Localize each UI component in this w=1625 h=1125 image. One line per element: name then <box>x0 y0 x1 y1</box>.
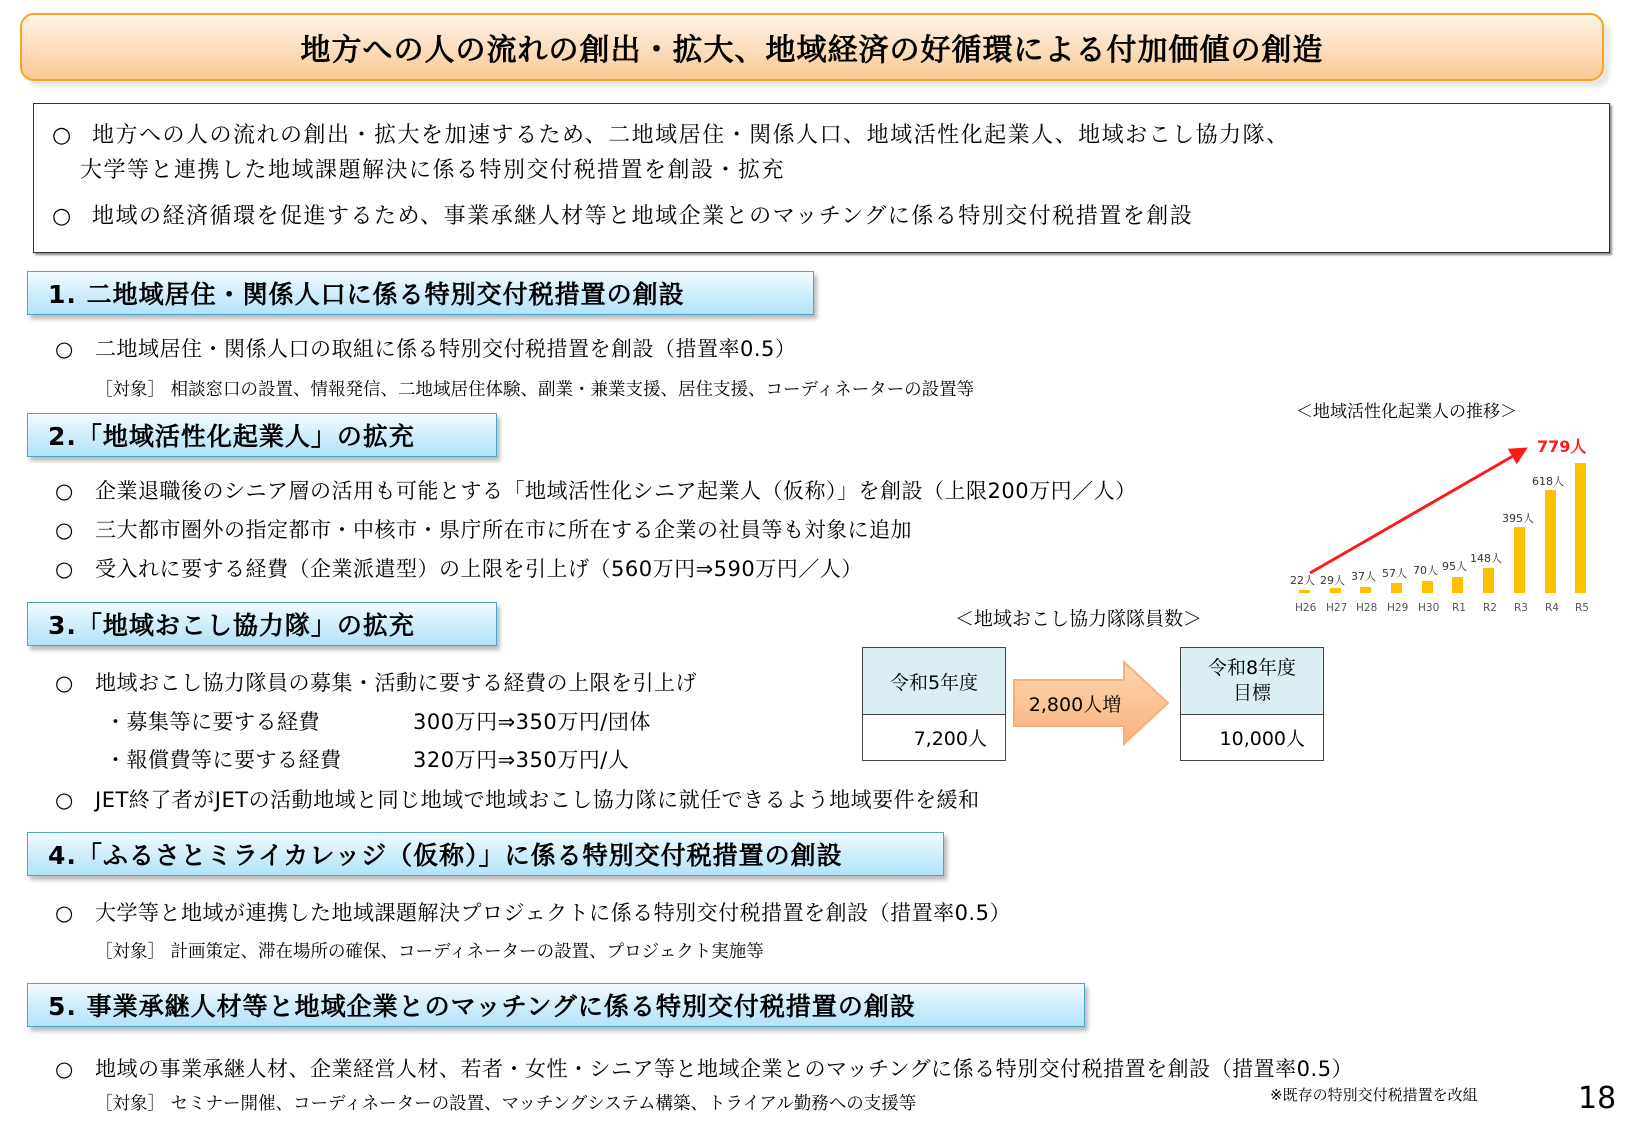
section-4-heading <box>27 832 944 876</box>
section-5-heading <box>27 983 1085 1027</box>
bar-R5 <box>1575 463 1586 593</box>
section-heading-text: 5. 事業承継人材等と地域企業とのマッチングに係る特別交付税措置の創設 <box>48 992 916 1021</box>
current-year-label: 令和5年度 <box>863 648 1005 715</box>
target-year-text: 令和8年度 <box>1207 657 1297 679</box>
increase-label: 2,800人増 <box>1028 694 1122 716</box>
bullet-icon: ○ <box>55 901 74 925</box>
bar-H27 <box>1330 588 1341 593</box>
section-4-item <box>55 897 1011 927</box>
bar-H30 <box>1422 581 1433 593</box>
section-3-subitem-2 <box>105 744 629 774</box>
bullet-icon: ○ <box>52 123 73 148</box>
subitem-value: 300万円⇒350万円/団体 <box>413 710 651 734</box>
section-2-item-1 <box>55 475 1137 505</box>
bar-label: 22人 <box>1290 574 1315 587</box>
item-text: JET終了者がJETの活動地域と同じ地域で地域おこし協力隊に就任できるよう地域要件を緩和 <box>95 788 980 812</box>
x-tick: H26 <box>1295 602 1317 614</box>
subitem-label: ・報償費等に要する経費 <box>105 748 342 772</box>
section-heading-text: 2.「地域活性化起業人」の拡充 <box>48 422 415 451</box>
footnote: ※既存の特別交付税措置を改組 <box>1270 1086 1478 1104</box>
bar-R4 <box>1545 490 1556 593</box>
target-count-value: 10,000人 <box>1219 727 1305 750</box>
section-1-item <box>55 333 796 363</box>
bar-label: 618人 <box>1532 475 1564 488</box>
chart-title: ＜地域活性化起業人の推移＞ <box>1296 402 1517 422</box>
section-5-item <box>55 1053 1353 1083</box>
x-tick: R3 <box>1514 602 1528 614</box>
item-text: 地域おこし協力隊員の募集・活動に要する経費の上限を引上げ <box>95 671 697 695</box>
bar-label-highlight: 779人 <box>1537 437 1587 456</box>
bullet-icon: ○ <box>55 337 74 361</box>
subitem-value: 320万円⇒350万円/人 <box>413 748 630 772</box>
summary-text: 地域の経済循環を促進するため、事業承継人材等と地域企業とのマッチングに係る特別交付税措置を創設 <box>92 204 1194 229</box>
section-4-target: ［対象］ 計画策定、滞在場所の確保、コーディネーターの設置、プロジェクト実施等 <box>95 942 764 962</box>
item-text: 企業退職後のシニア層の活用も可能とする「地域活性化シニア起業人（仮称）」を創設（上限200万円／人） <box>95 479 1137 503</box>
summary-line-1 <box>52 118 1290 149</box>
section-3-heading <box>27 602 497 646</box>
current-count-value: 7,200人 <box>913 727 987 750</box>
x-tick: H29 <box>1387 602 1409 614</box>
bullet-icon: ○ <box>55 671 74 695</box>
section-heading-text: 4.「ふるさとミライカレッジ（仮称）」に係る特別交付税措置の創設 <box>48 841 843 870</box>
section-3-subitem-1 <box>105 706 651 736</box>
target-count-box <box>1180 647 1324 761</box>
bar-R3 <box>1514 527 1525 593</box>
x-tick: R2 <box>1483 602 1497 614</box>
bullet-icon: ○ <box>55 1057 74 1081</box>
section-2-heading <box>27 413 497 457</box>
bar-label: 70人 <box>1413 564 1438 577</box>
current-count-box <box>862 647 1006 761</box>
bullet-icon: ○ <box>55 788 74 812</box>
page-title-banner <box>20 13 1604 81</box>
section-2-item-2 <box>55 514 912 544</box>
x-tick: R1 <box>1452 602 1466 614</box>
bullet-icon: ○ <box>55 557 74 581</box>
x-tick: R4 <box>1545 602 1559 614</box>
bar-label: 148人 <box>1470 552 1502 565</box>
summary-box <box>33 103 1610 253</box>
kyoryokutai-caption: ＜地域おこし協力隊隊員数＞ <box>955 608 1203 630</box>
bar-H29 <box>1391 583 1402 593</box>
increase-arrow-icon <box>1012 660 1170 746</box>
startup-chart <box>1285 430 1615 620</box>
target-year-label <box>1181 648 1323 715</box>
bar-label: 57人 <box>1382 567 1407 580</box>
x-tick: R5 <box>1575 602 1589 614</box>
bar-R1 <box>1452 577 1463 593</box>
bullet-icon: ○ <box>52 204 73 229</box>
bar-label: 37人 <box>1351 570 1376 583</box>
summary-text: 地方への人の流れの創出・拡大を加速するため、二地域居住・関係人口、地域活性化起業人、地域おこし協力隊、 <box>92 123 1290 148</box>
bar-label: 395人 <box>1502 512 1534 525</box>
bar-label: 29人 <box>1320 574 1345 587</box>
subitem-label: ・募集等に要する経費 <box>105 710 320 734</box>
x-tick: H27 <box>1326 602 1348 614</box>
section-1-heading <box>27 271 814 315</box>
item-text: 地域の事業承継人材、企業経営人材、若者・女性・シニア等と地域企業とのマッチングに係る特別交付税措置を創設（措置率0.5） <box>95 1057 1354 1081</box>
section-5-target: ［対象］ セミナー開催、コーディネーターの設置、マッチングシステム構築、トライアル勤務への支援等 <box>95 1094 917 1114</box>
bar-H28 <box>1360 587 1371 593</box>
bar-H26 <box>1299 590 1310 593</box>
item-text: 大学等と地域が連携した地域課題解決プロジェクトに係る特別交付税措置を創設（措置率0.5） <box>95 901 1011 925</box>
page-number: 18 <box>1578 1081 1617 1116</box>
summary-line-2: 大学等と連携した地域課題解決に係る特別交付税措置を創設・拡充 <box>80 158 786 183</box>
section-heading-text: 1. 二地域居住・関係人口に係る特別交付税措置の創設 <box>48 280 685 309</box>
item-text: 三大都市圏外の指定都市・中核市・県庁所在市に所在する企業の社員等も対象に追加 <box>95 518 912 542</box>
bar-R2 <box>1483 568 1494 593</box>
target-goal-text: 目標 <box>1232 682 1271 704</box>
bar-label: 95人 <box>1442 560 1467 573</box>
section-1-target: ［対象］ 相談窓口の設置、情報発信、二地域居住体験、副業・兼業支援、居住支援、コーディネーターの設置等 <box>95 380 975 400</box>
section-heading-text: 3.「地域おこし協力隊」の拡充 <box>48 611 415 640</box>
summary-line-3 <box>52 199 1193 230</box>
bullet-icon: ○ <box>55 479 74 503</box>
section-3-item-1 <box>55 667 697 697</box>
x-tick: H28 <box>1356 602 1378 614</box>
section-3-item-2 <box>55 784 980 814</box>
item-text: 二地域居住・関係人口の取組に係る特別交付税措置を創設（措置率0.5） <box>95 337 797 361</box>
item-text: 受入れに要する経費（企業派遣型）の上限を引上げ（560万円⇒590万円／人） <box>95 557 863 581</box>
x-tick: H30 <box>1418 602 1440 614</box>
page-title: 地方への人の流れの創出・拡大、地域経済の好循環による付加価値の創造 <box>300 33 1324 68</box>
section-2-item-3 <box>55 553 863 583</box>
bullet-icon: ○ <box>55 518 74 542</box>
